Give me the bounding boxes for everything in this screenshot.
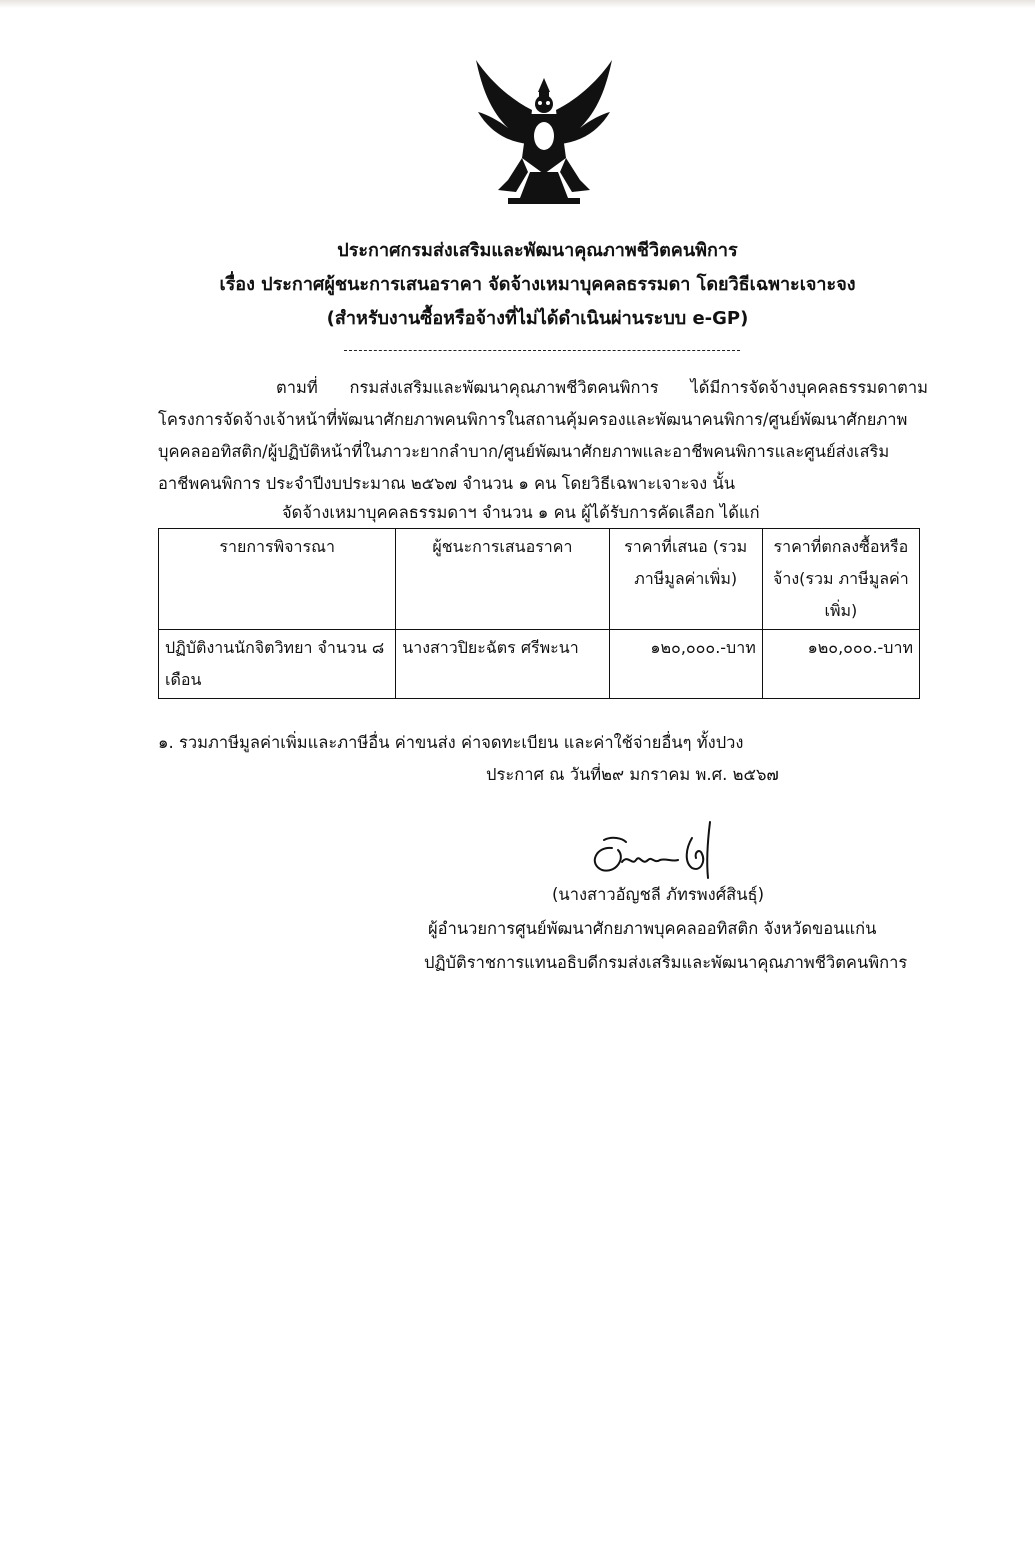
header-item: รายการพิจารณา xyxy=(159,529,396,630)
garuda-emblem-icon xyxy=(468,58,620,210)
signer-name: (นางสาวอัญชลี ภัทรพงศ์สินธุ์) xyxy=(552,885,765,904)
signer-acting-capacity: ปฏิบัติราชการแทนอธิบดีกรมส่งเสริมและพัฒนาคุณภาพชีวิตคนพิการ xyxy=(424,953,908,972)
announcement-subject: เรื่อง ประกาศผู้ชนะการเสนอราคา จัดจ้างเหมาบุคคลธรรมดา โดยวิธีเฉพาะเจาะจง xyxy=(219,274,856,295)
row-item: ปฏิบัติงานนักจิตวิทยา จำนวน ๘ เดือน xyxy=(159,630,396,699)
award-table xyxy=(158,528,920,699)
signer-position: ผู้อำนวยการศูนย์พัฒนาศักยภาพบุคคลออทิสติก จังหวัดขอนแก่น xyxy=(428,919,877,938)
body-paragraph: ตามที่ กรมส่งเสริมและพัฒนาคุณภาพชีวิตคนพิการ ได้มีการจัดจ้างบุคคลธรรมดาตามโครงการจัดจ้างเจ้าหน้าที่พัฒนาศักยภาพคนพิการในสถานคุ้มครองและพัฒนาคนพิการ/ศูนย์พัฒนาศักยภาพบุคคลออทิสติก/ผู้ปฏิบัติหน้าที่ในภาวะยากลำบาก/ศูนย์พัฒนาศักยภาพและอาชีพคนพิการและศูนย์ส่งเสริมอาชีพคนพิการ ประจำปีงบประมาณ ๒๕๖๗ จำนวน ๑ คน โดยวิธีเฉพาะเจาะจง นั้น xyxy=(158,378,928,493)
announcement-agency-title: ประกาศกรมส่งเสริมและพัฒนาคุณภาพชีวิตคนพิการ xyxy=(337,240,738,261)
page-top-edge xyxy=(0,0,1035,8)
header-offered-price: ราคาที่เสนอ (รวม ภาษีมูลค่าเพิ่ม) xyxy=(609,529,762,630)
header-agreed-price: ราคาที่ตกลงซื้อหรือจ้าง(รวม ภาษีมูลค่าเพิ่ม) xyxy=(762,529,919,630)
announcement-scope: (สำหรับงานซื้อหรือจ้างที่ไม่ได้ดำเนินผ่านระบบ e-GP) xyxy=(326,308,749,329)
selection-line: จัดจ้างเหมาบุคคลธรรมดาฯ จำนวน ๑ คน ผู้ได้รับการคัดเลือก ได้แก่ xyxy=(282,503,760,522)
dashed-divider xyxy=(344,350,740,351)
table-row xyxy=(159,630,920,699)
row-offered-price: ๑๒๐,๐๐๐.-บาท xyxy=(609,630,762,699)
footnote: ๑. รวมภาษีมูลค่าเพิ่มและภาษีอื่น ค่าขนส่ง ค่าจดทะเบียน และค่าใช้จ่ายอื่นๆ ทั้งปวง xyxy=(158,733,744,752)
row-agreed-price: ๑๒๐,๐๐๐.-บาท xyxy=(762,630,919,699)
announcement-date: ประกาศ ณ วันที่๒๙ มกราคม พ.ศ. ๒๕๖๗ xyxy=(486,765,779,784)
header-winner: ผู้ชนะการเสนอราคา xyxy=(396,529,609,630)
handwritten-signature xyxy=(582,818,742,884)
table-header-row xyxy=(159,529,920,630)
row-winner: นางสาวปิยะฉัตร ศรีพะนา xyxy=(396,630,609,699)
